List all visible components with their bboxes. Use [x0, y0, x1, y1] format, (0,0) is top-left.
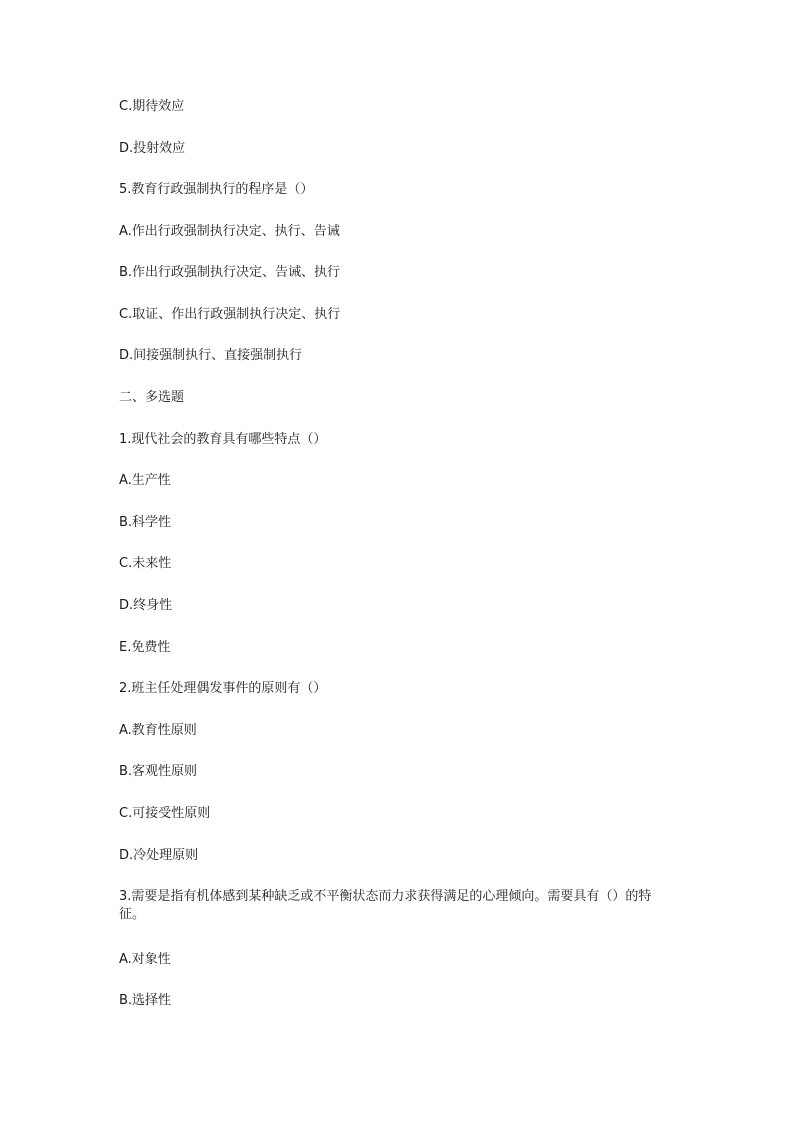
mc1-option-b: B.科学性: [119, 515, 172, 530]
q5-option-c: C.取证、作出行政强制执行决定、执行: [119, 307, 341, 322]
mc2-option-a: A.教育性原则: [119, 723, 197, 738]
q5-option-a: A.作出行政强制执行决定、执行、告诫: [119, 224, 340, 239]
mc1-option-e: E.免费性: [119, 640, 171, 655]
q5-option-d: D.间接强制执行、直接强制执行: [119, 348, 303, 363]
mc-question-2: 2.班主任处理偶发事件的原则有（）: [119, 681, 327, 696]
section-heading-multiple-choice: 二、多选题: [119, 390, 185, 405]
mc1-option-d: D.终身性: [119, 598, 173, 613]
mc2-option-c: C.可接受性原则: [119, 806, 211, 821]
mc1-option-c: C.未来性: [119, 556, 172, 571]
mc1-option-a: A.生产性: [119, 473, 171, 488]
question-5: 5.教育行政强制执行的程序是（）: [119, 182, 314, 197]
mc3-option-a: A.对象性: [119, 952, 171, 967]
q5-option-b: B.作出行政强制执行决定、告诫、执行: [119, 265, 341, 280]
mc2-option-d: D.冷处理原则: [119, 848, 199, 863]
option-c-expectation-effect: C.期待效应: [119, 99, 185, 114]
option-d-projection-effect: D.投射效应: [119, 141, 186, 156]
mc-question-3: 3.需要是指有机体感到某种缺乏或不平衡状态而力求获得满足的心理倾向。需要具有（）的特征。: [119, 889, 652, 922]
mc2-option-b: B.客观性原则: [119, 764, 198, 779]
mc-question-1: 1.现代社会的教育具有哪些特点（）: [119, 432, 327, 447]
mc3-option-b: B.选择性: [119, 993, 172, 1008]
